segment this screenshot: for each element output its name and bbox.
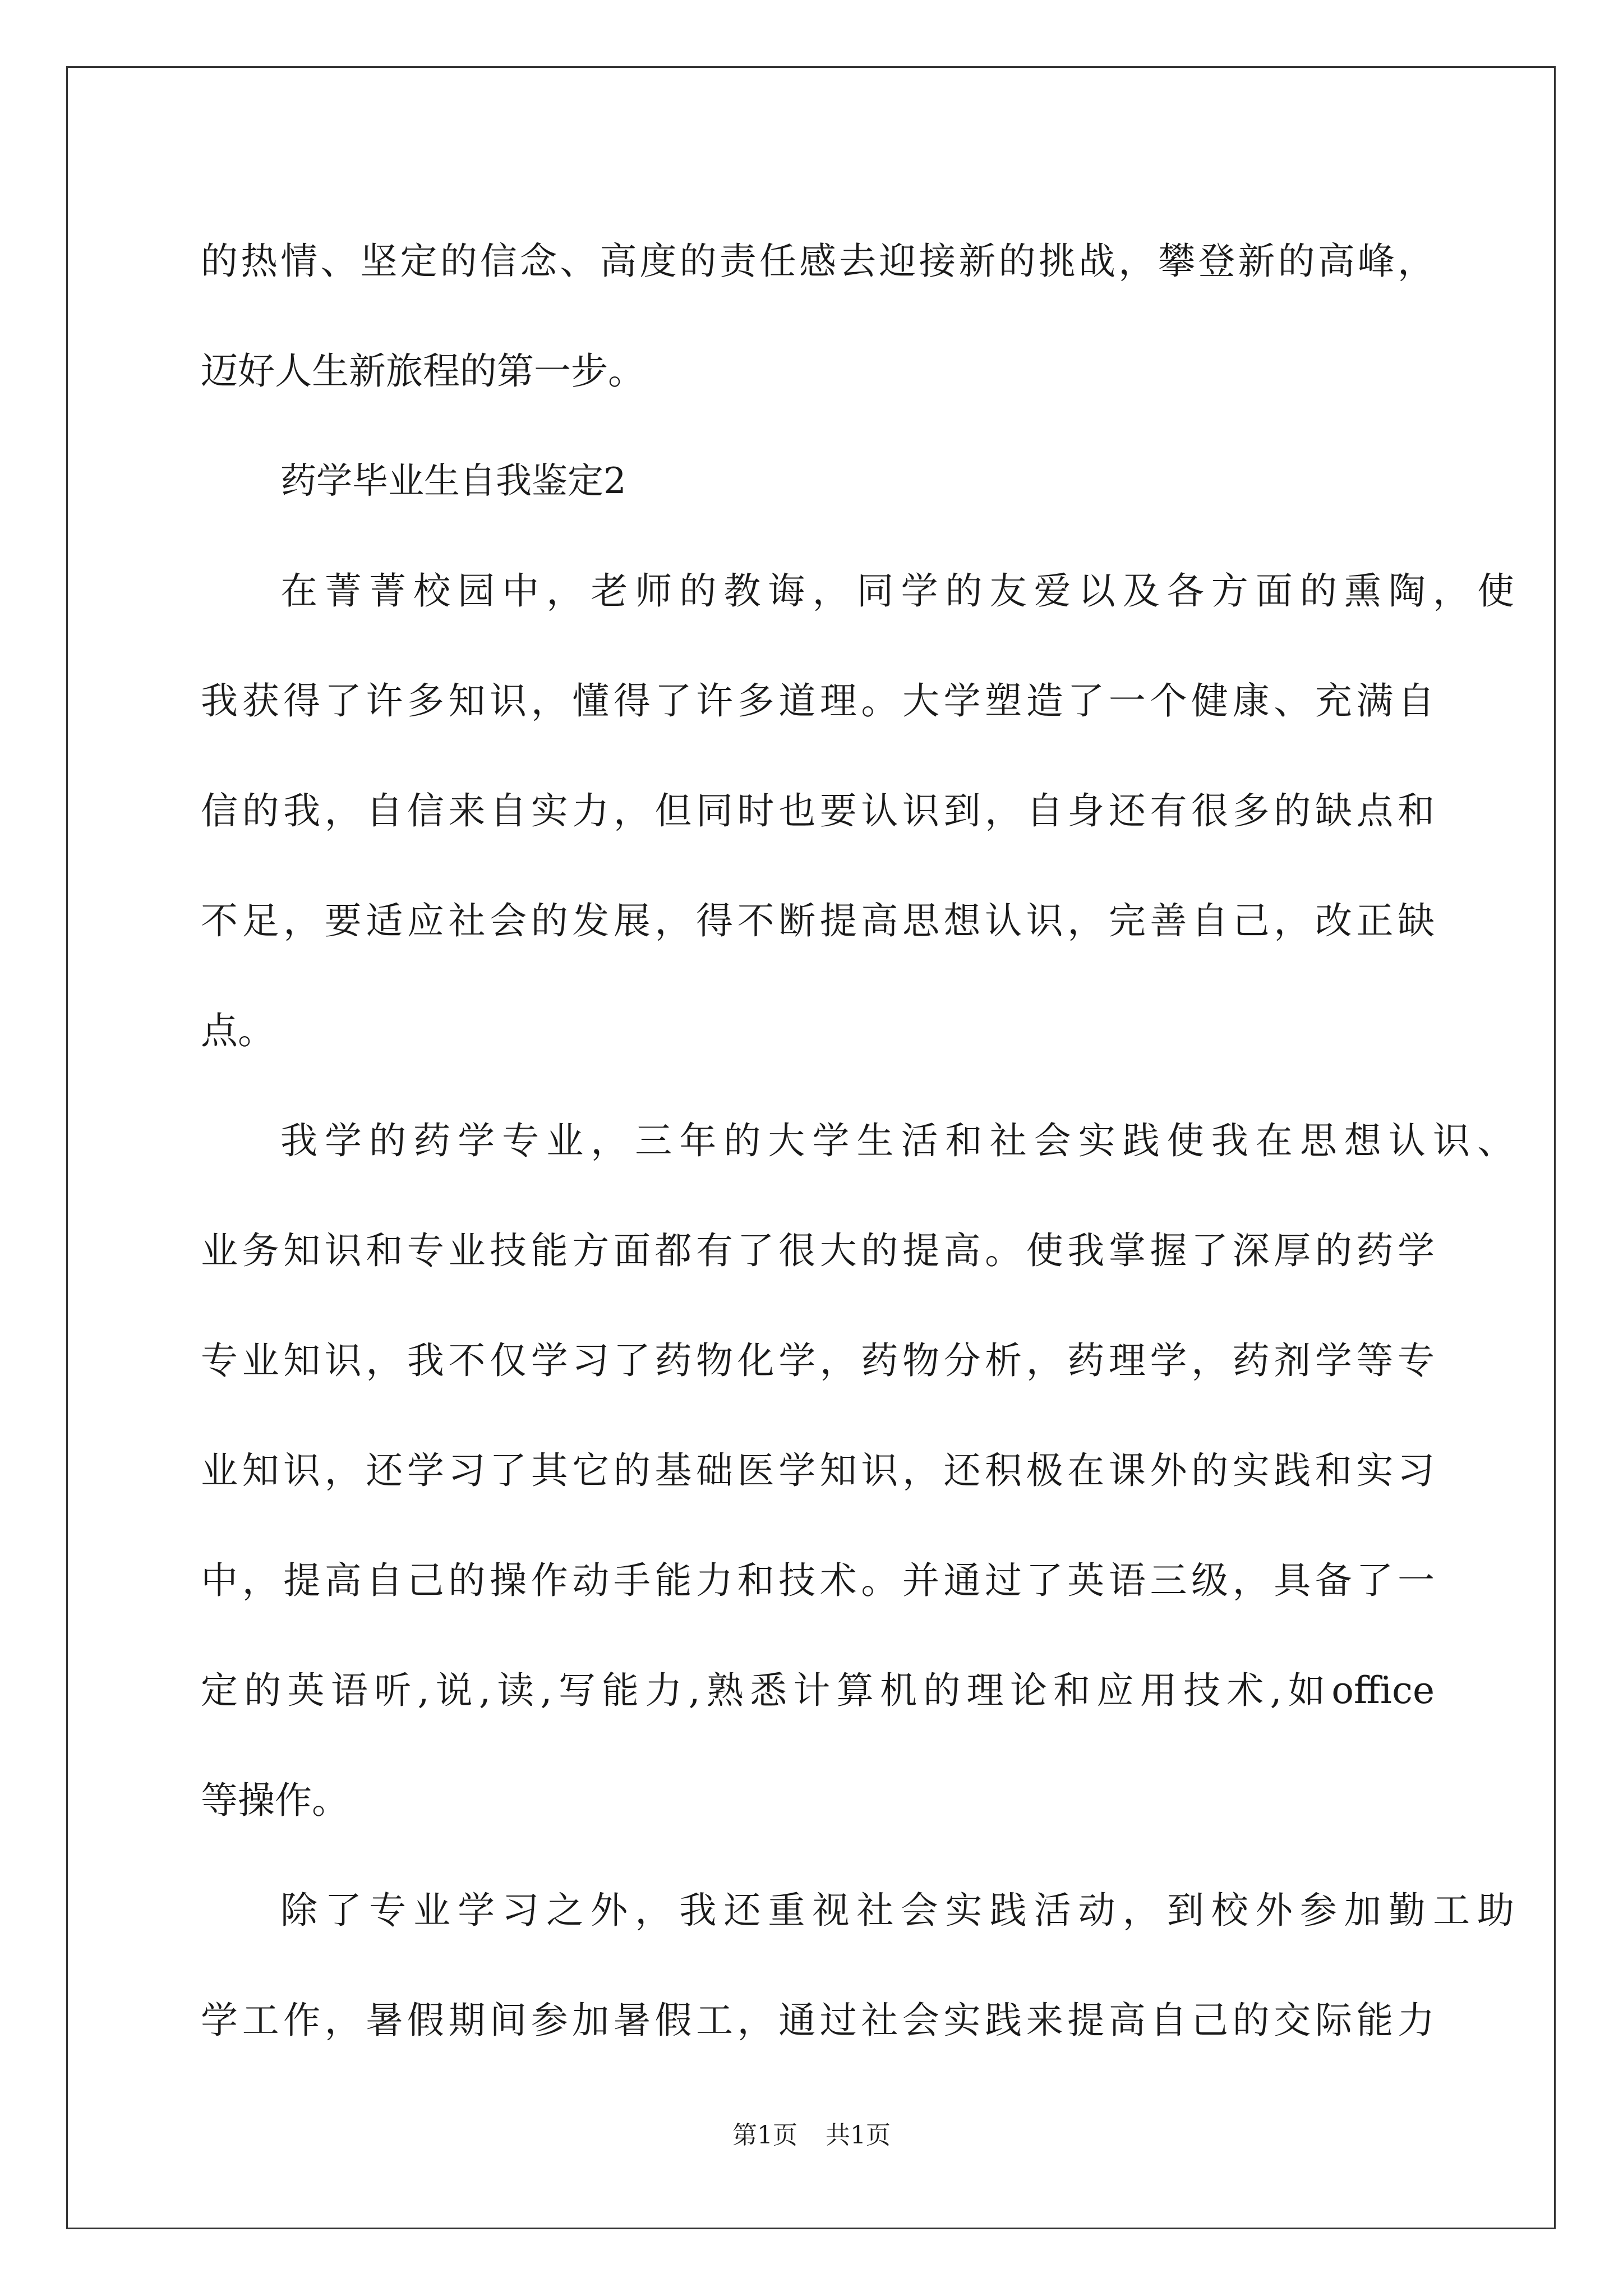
text-line: 点。 [201,1009,275,1052]
text-line: 迈好人生新旅程的第一步。 [201,349,645,393]
text-line: 信的我，自信来自实力，但同时也要认识到，自身还有很多的缺点和 [201,789,1435,832]
page-number-current: 第1页 [732,2121,797,2150]
text-line: 业知识，还学习了其它的基础医学知识，还积极在课外的实践和实习 [201,1449,1435,1492]
text-line: 中，提高自己的操作动手能力和技术。并通过了英语三级，具备了一 [201,1559,1435,1602]
text-line: 学工作，暑假期间参加暑假工，通过社会实践来提高自己的交际能力 [201,1999,1435,2042]
text-line: 定的英语听,说,读,写能力,熟悉计算机的理论和应用技术,如office [201,1669,1435,1712]
text-line: 专业知识，我不仅学习了药物化学，药物分析，药理学，药剂学等专 [201,1339,1435,1382]
text-line: 不足，要适应社会的发展，得不断提高思想认识，完善自己，改正缺 [201,899,1435,942]
section-heading: 药学毕业生自我鉴定2 [280,461,626,502]
text-line: 除了专业学习之外，我还重视社会实践活动，到校外参加勤工助 [280,1889,1514,1932]
text-line: 业务知识和专业技能方面都有了很大的提高。使我掌握了深厚的药学 [201,1229,1435,1272]
page-footer [0,2115,1623,2151]
text-line: 的热情、坚定的信念、高度的责任感去迎接新的挑战，攀登新的高峰， [201,240,1435,283]
document-body [201,206,1514,2076]
text-line: 在菁菁校园中，老师的教诲，同学的友爱以及各方面的熏陶，使 [280,569,1514,613]
text-line: 我获得了许多知识，懂得了许多道理。大学塑造了一个健康、充满自 [201,679,1435,723]
text-line: 我学的药学专业，三年的大学生活和社会实践使我在思想认识、 [280,1119,1514,1162]
page-number-total: 共1页 [826,2121,891,2150]
text-line: 等操作。 [201,1779,349,1822]
